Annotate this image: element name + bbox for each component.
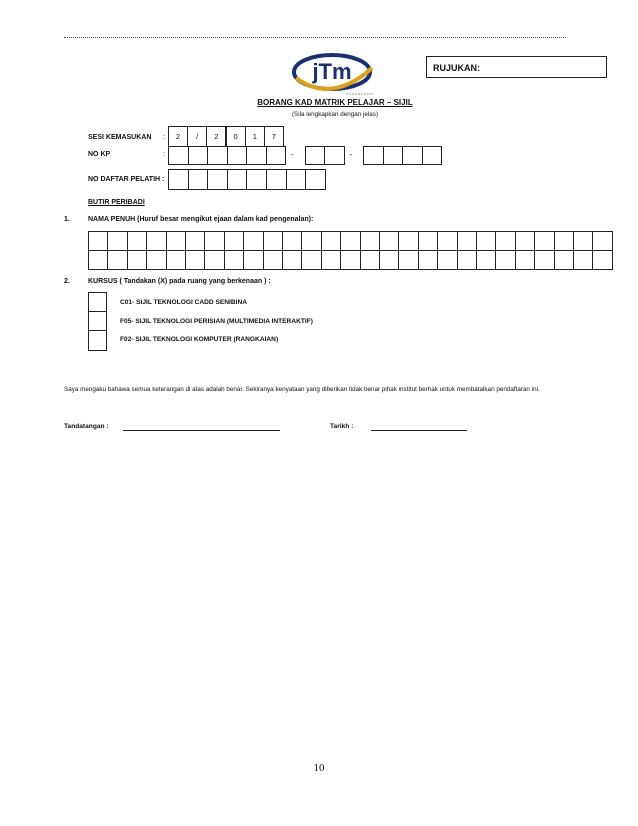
name-letter-cell[interactable] [88, 250, 108, 270]
name-letter-cell[interactable] [437, 231, 457, 251]
nokp-digit-cell[interactable] [266, 146, 287, 165]
name-letter-cell[interactable] [263, 250, 283, 270]
name-letter-cell[interactable] [146, 250, 166, 270]
course-checkbox-f05[interactable] [88, 311, 107, 331]
name-letter-cell[interactable] [554, 231, 574, 251]
jtm-logo [288, 44, 378, 100]
name-letter-cell[interactable] [398, 250, 418, 270]
nokp-digit-cell[interactable] [402, 146, 423, 165]
course-checkbox-c01[interactable] [88, 292, 107, 312]
name-letter-cell[interactable] [282, 250, 302, 270]
name-letter-cell[interactable] [107, 231, 127, 251]
name-letter-cell[interactable] [476, 231, 496, 251]
nokp-digit-cell[interactable] [168, 146, 189, 165]
name-letter-cell[interactable] [340, 231, 360, 251]
name-letter-cell[interactable] [379, 250, 399, 270]
name-letter-cell[interactable] [437, 250, 457, 270]
session-digit-cell[interactable]: / [187, 126, 207, 146]
name-letter-cell[interactable] [515, 231, 535, 251]
signature-line[interactable] [123, 430, 280, 431]
top-dotted-rule [64, 37, 566, 38]
session-digit-cell[interactable]: 7 [264, 126, 284, 146]
session-label: SESI KEMASUKAN [88, 134, 152, 141]
name-letter-cell[interactable] [263, 231, 283, 251]
nokp-digit-cell[interactable] [422, 146, 443, 165]
name-letter-cell[interactable] [340, 250, 360, 270]
name-letter-cell[interactable] [185, 231, 205, 251]
name-letter-cell[interactable] [476, 250, 496, 270]
declaration-text: Saya mengaku bahawa semua keterangan di atas adalah benar. Sekiranya kenyataan yang diberikan tidak benar pihak institut berhak untuk membatalkan pendaftaran ini. [64, 386, 540, 393]
daftar-digit-cell[interactable] [305, 169, 326, 190]
form-subtitle: (Sila lengkapkan dengan jelas) [291, 111, 379, 118]
name-letter-cell[interactable] [224, 231, 244, 251]
form-title: BORANG KAD MATRIK PELAJAR – SIJIL [257, 98, 413, 107]
nokp-digit-cell[interactable] [363, 146, 384, 165]
name-letter-cell[interactable] [185, 250, 205, 270]
name-letter-cell[interactable] [495, 231, 515, 251]
course-option-f05: F05- SIJIL TEKNOLOGI PERISIAN (MULTIMEDIA INTERAKTIF) [120, 318, 313, 325]
daftar-digit-cell[interactable] [188, 169, 209, 190]
name-letter-cell[interactable] [224, 250, 244, 270]
session-digit-cell[interactable]: 1 [245, 126, 265, 146]
nokp-digit-cell[interactable] [188, 146, 209, 165]
nokp-separator: - [291, 150, 294, 159]
name-letter-cell[interactable] [418, 231, 438, 251]
date-label: Tarikh : [330, 423, 354, 430]
name-letter-cell[interactable] [534, 250, 554, 270]
name-letter-cell[interactable] [301, 231, 321, 251]
daftar-label: NO DAFTAR PELATIH : [88, 176, 165, 183]
session-digit-cell[interactable]: 2 [168, 126, 188, 146]
course-option-f02: F02- SIJIL TEKNOLOGI KOMPUTER (RANGKAIAN) [120, 336, 279, 343]
name-letter-cell[interactable] [495, 250, 515, 270]
name-letter-cell[interactable] [360, 231, 380, 251]
name-letter-cell[interactable] [166, 231, 186, 251]
name-letter-cell[interactable] [88, 231, 108, 251]
q1-number: 1. [64, 216, 70, 223]
personal-heading: BUTIR PERIBADI [88, 199, 145, 206]
name-letter-cell[interactable] [573, 250, 593, 270]
name-letter-cell[interactable] [166, 250, 186, 270]
date-line[interactable] [371, 430, 467, 431]
name-letter-cell[interactable] [321, 250, 341, 270]
name-letter-cell[interactable] [282, 231, 302, 251]
name-letter-cell[interactable] [398, 231, 418, 251]
name-letter-cell[interactable] [127, 250, 147, 270]
session-colon: : [163, 134, 165, 141]
name-letter-cell[interactable] [204, 231, 224, 251]
name-letter-cell[interactable] [534, 231, 554, 251]
name-letter-cell[interactable] [204, 250, 224, 270]
name-letter-cell[interactable] [592, 250, 612, 270]
name-letter-cell[interactable] [146, 231, 166, 251]
daftar-digit-cell[interactable] [246, 169, 267, 190]
name-letter-cell[interactable] [457, 231, 477, 251]
name-letter-cell[interactable] [418, 250, 438, 270]
name-letter-cell[interactable] [321, 231, 341, 251]
page-number: 10 [313, 762, 325, 774]
name-letter-cell[interactable] [107, 250, 127, 270]
daftar-digit-cell[interactable] [266, 169, 287, 190]
nokp-digit-cell[interactable] [324, 146, 345, 165]
q2-label: KURSUS ( Tandakan (X) pada ruang yang berkenaan ) : [88, 278, 271, 285]
name-letter-cell[interactable] [554, 250, 574, 270]
nokp-digit-cell[interactable] [246, 146, 267, 165]
daftar-digit-cell[interactable] [286, 169, 307, 190]
name-letter-cell[interactable] [573, 231, 593, 251]
name-letter-cell[interactable] [243, 231, 263, 251]
nokp-label: NO KP [88, 151, 111, 158]
nokp-colon: : [163, 151, 165, 158]
daftar-digit-cell[interactable] [168, 169, 189, 190]
nokp-digit-cell[interactable] [383, 146, 404, 165]
reference-label: RUJUKAN: [433, 63, 480, 73]
name-letter-cell[interactable] [360, 250, 380, 270]
name-letter-cell[interactable] [457, 250, 477, 270]
nokp-separator: - [349, 150, 353, 159]
course-checkbox-f02[interactable] [88, 330, 107, 351]
course-option-c01: C01- SIJIL TEKNOLOGI CADD SENIBINA [120, 299, 248, 306]
nokp-digit-cell[interactable] [227, 146, 248, 165]
name-letter-cell[interactable] [127, 231, 147, 251]
name-letter-cell[interactable] [515, 250, 535, 270]
session-digit-cell[interactable]: 0 [226, 126, 246, 146]
signature-label: Tandatangan : [64, 423, 109, 430]
reference-box[interactable] [426, 56, 607, 78]
q1-label: NAMA PENUH (Huruf besar mengikut ejaan dalam kad pengenalan): [88, 216, 314, 223]
name-letter-cell[interactable] [379, 231, 399, 251]
name-letter-cell[interactable] [301, 250, 321, 270]
session-digit-cell[interactable]: 2 [206, 126, 226, 146]
q2-number: 2. [64, 278, 70, 285]
nokp-digit-cell[interactable] [207, 146, 228, 165]
nokp-digit-cell[interactable] [305, 146, 326, 165]
daftar-digit-cell[interactable] [227, 169, 248, 190]
logo-text: jTm [312, 59, 352, 84]
daftar-digit-cell[interactable] [207, 169, 228, 190]
name-letter-cell[interactable] [243, 250, 263, 270]
name-letter-cell[interactable] [592, 231, 612, 251]
